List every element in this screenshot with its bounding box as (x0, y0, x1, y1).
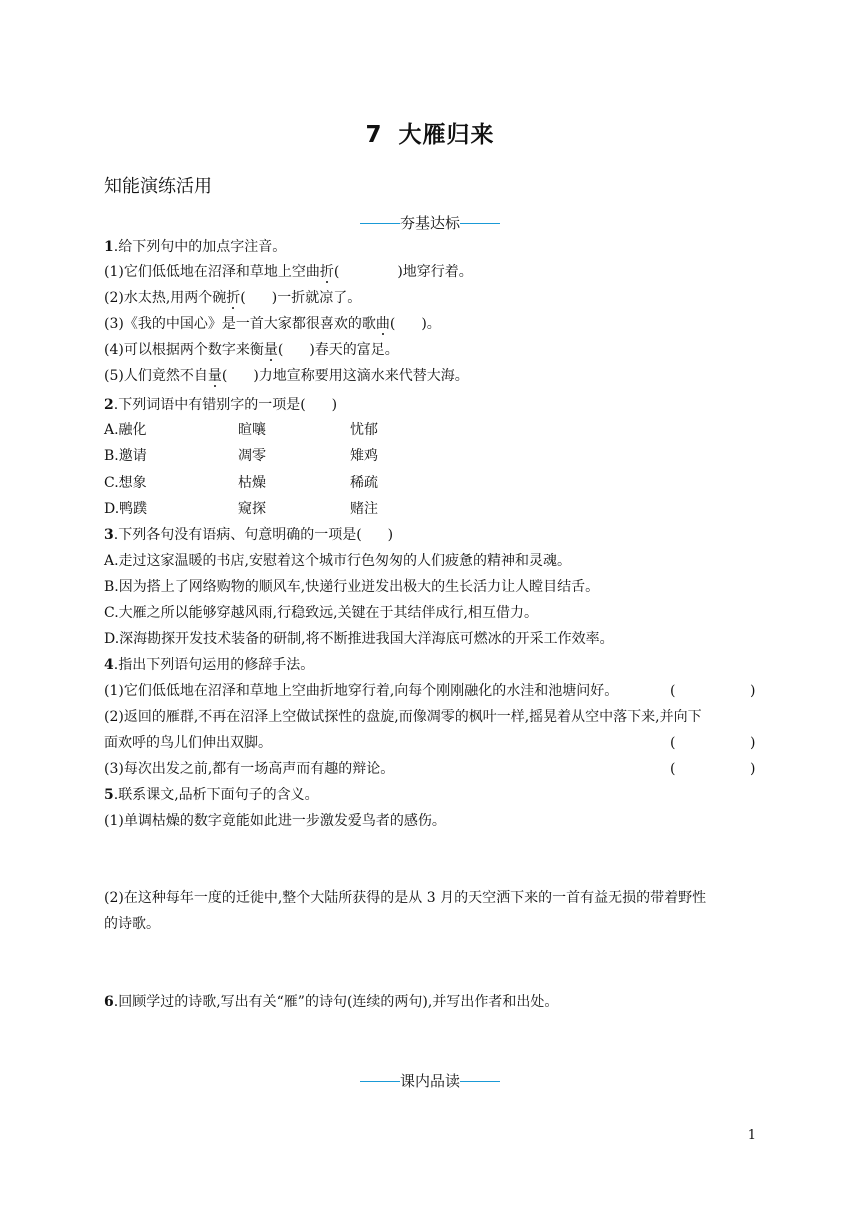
option-c-word-3: 稀疏 (350, 475, 378, 491)
item-text: 春天的富足。 (314, 342, 399, 358)
question-text: .给下列句中的加点字注音。 (113, 239, 287, 255)
option-d-word-2: 窥探 (238, 501, 266, 517)
answer-paren-open[interactable]: ( (670, 761, 676, 777)
option-c-word-2: 枯燥 (238, 475, 266, 491)
question-4-item-2-line-2: 面欢呼的鸟儿们伸出双脚。 (104, 735, 272, 751)
section-heading: 知能演练活用 (104, 176, 212, 197)
option-b-word-3: 雉鸡 (350, 448, 378, 464)
question-5-item-2-line-2: 的诗歌。 (104, 916, 160, 932)
dotted-char: 量 (263, 342, 278, 358)
question-number: 3 (104, 527, 114, 543)
item-text: 力地宣称要用这滴水来代替大海。 (258, 368, 469, 384)
option-b-word-1: B.邀请 (104, 448, 147, 464)
question-1-item-3 (104, 314, 441, 334)
question-text: .联系课文,品析下面句子的含义。 (113, 787, 319, 803)
lesson-title (0, 116, 860, 149)
question-5-item-1: (1)单调枯燥的数字竟能如此进一步激发爱鸟者的感伤。 (104, 813, 446, 829)
divider-line-right (460, 1081, 500, 1082)
question-4-item-1: (1)它们低低地在沼泽和草地上空曲折地穿行着,向每个刚刚融化的水洼和池塘问好。 (104, 683, 619, 699)
question-5-item-2-line-1: (2)在这种每年一度的迁徙中,整个大陆所获得的是从 3 月的天空洒下来的一首有益无损的带着野性 (104, 890, 707, 906)
divider-reading (0, 1070, 860, 1091)
option-d-word-1: D.鸭蹼 (104, 501, 148, 517)
question-1-item-4 (104, 340, 399, 360)
divider-line-left (360, 1081, 400, 1082)
answer-blank[interactable]: ( ) (277, 342, 315, 358)
question-text: .指出下列语句运用的修辞手法。 (113, 657, 315, 673)
answer-blank[interactable]: ( ) (221, 368, 259, 384)
question-4-item-2-line-1: (2)返回的雁群,不再在沼泽上空做试探性的盘旋,而像凋零的枫叶一样,摇晃着从空中落下来,并向下 (104, 709, 702, 725)
option-a-word-3: 忧郁 (350, 422, 378, 438)
question-6-stem (104, 992, 558, 1012)
answer-paren-close: ) (750, 683, 756, 699)
item-text: 地穿行着。 (402, 264, 473, 280)
question-4-stem (104, 655, 314, 675)
option-a-word-2: 暄嚷 (238, 422, 266, 438)
item-text: (1)它们低低地在沼泽和草地上空曲 (104, 264, 320, 280)
question-1-stem (104, 237, 286, 257)
option-d-word-3: 赌注 (350, 501, 378, 517)
answer-blank[interactable]: ( ) (389, 316, 427, 332)
option-c-word-1: C.想象 (104, 475, 147, 491)
answer-paren-open[interactable]: ( (670, 735, 676, 751)
dotted-char: 量 (207, 368, 222, 384)
option-b-word-2: 凋零 (238, 448, 266, 464)
answer-paren-close: ) (750, 761, 756, 777)
question-number: 4 (104, 657, 114, 673)
question-text-end: ) (331, 397, 338, 413)
dotted-char: 折 (319, 264, 334, 280)
question-text-end: ) (387, 527, 394, 543)
lesson-number: 7 (365, 122, 383, 148)
question-number: 1 (104, 239, 114, 255)
item-text: (4)可以根据两个数字来衡 (104, 342, 264, 358)
question-1-item-2 (104, 288, 361, 308)
divider-basic-label: 夯基达标 (399, 214, 460, 232)
question-1-item-1 (104, 262, 473, 282)
option-a-word-1: A.融化 (104, 422, 147, 438)
question-3-option-a: A.走过这家温暖的书店,安慰着这个城市行色匆匆的人们疲惫的精神和灵魂。 (104, 553, 572, 569)
item-text: (2)水太热,用两个碗 (104, 290, 227, 306)
question-1-item-5 (104, 366, 469, 386)
answer-blank[interactable]: ( ) (333, 264, 403, 280)
question-3-option-d: D.深海勘探开发技术装备的研制,将不断推进我国大洋海底可燃冰的开采工作效率。 (104, 631, 614, 647)
question-3-option-b: B.因为搭上了网络购物的顺风车,快递行业迸发出极大的生长活力让人瞠目结舌。 (104, 579, 600, 595)
question-text: .下列词语中有错别字的一项是( (113, 397, 306, 413)
lesson-title-text: 大雁归来 (398, 122, 495, 148)
item-text: 。 (426, 316, 441, 332)
answer-paren-open[interactable]: ( (670, 683, 676, 699)
page-number: 1 (747, 1128, 756, 1143)
divider-line-left (360, 223, 400, 224)
dotted-char: 曲 (375, 316, 390, 332)
question-5-stem (104, 785, 319, 805)
question-number: 6 (104, 994, 114, 1010)
question-3-option-c: C.大雁之所以能够穿越风雨,行稳致远,关键在于其结伴成行,相互借力。 (104, 605, 539, 621)
answer-blank[interactable]: ( ) (240, 290, 278, 306)
dotted-char: 折 (226, 290, 241, 306)
item-text: (3)《我的中国心》是一首大家都很喜欢的歌 (104, 316, 376, 332)
question-text: .下列各句没有语病、句意明确的一项是( (113, 527, 362, 543)
question-2-stem (104, 395, 337, 415)
answer-paren-close: ) (750, 735, 756, 751)
question-4-item-3: (3)每次出发之前,都有一场高声而有趣的辩论。 (104, 761, 395, 777)
question-3-stem (104, 525, 393, 545)
question-number: 2 (104, 397, 114, 413)
divider-reading-label: 课内品读 (399, 1072, 460, 1090)
question-number: 5 (104, 787, 114, 803)
item-text: 一折就凉了。 (277, 290, 362, 306)
question-text: .回顾学过的诗歌,写出有关“雁”的诗句(连续的两句),并写出作者和出处。 (113, 994, 559, 1010)
divider-line-right (460, 223, 500, 224)
item-text: (5)人们竟然不自 (104, 368, 208, 384)
divider-basic (0, 212, 860, 233)
